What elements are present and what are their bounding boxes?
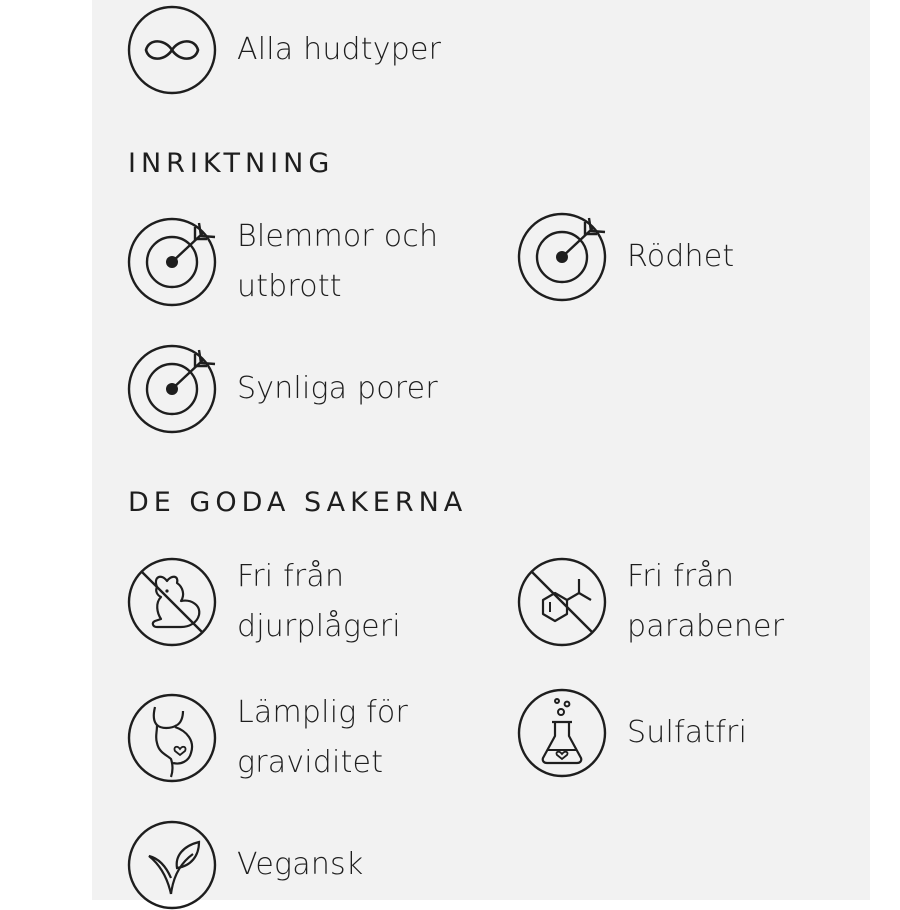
attribute-label: Fri från parabener <box>627 559 785 644</box>
paraben-free-icon <box>517 557 607 647</box>
attribute-label: Vegansk <box>237 847 364 882</box>
attribute-label: Synliga porer <box>237 371 438 406</box>
attribute-pregnancy-safe <box>127 688 408 788</box>
attribute-label: Sulfatfri <box>627 715 748 750</box>
target-icon <box>127 217 217 307</box>
pregnancy-safe-icon <box>127 693 217 783</box>
cruelty-free-rabbit-icon <box>127 557 217 647</box>
attribute-visible-pores <box>127 344 438 434</box>
sulfate-free-flask-icon <box>517 688 607 778</box>
attribute-label: Lämplig för graviditet <box>237 695 409 780</box>
vegan-leaf-icon <box>127 820 217 910</box>
attribute-sulfate-free <box>517 688 747 778</box>
section-heading-focus: INRIKTNING <box>128 148 335 179</box>
attribute-all-skin-types <box>127 5 441 95</box>
attribute-label: Alla hudtyper <box>237 32 442 67</box>
attribute-blemishes <box>127 212 438 312</box>
attribute-paraben-free <box>517 552 784 652</box>
infinity-icon <box>127 5 217 95</box>
attribute-label: Blemmor och utbrott <box>237 219 439 304</box>
attribute-cruelty-free <box>127 552 401 652</box>
attribute-label: Fri från djurplågeri <box>237 559 401 644</box>
attribute-vegan <box>127 820 363 910</box>
attribute-redness <box>517 212 734 302</box>
attribute-label: Rödhet <box>627 239 735 274</box>
section-heading-good-stuff: DE GODA SAKERNA <box>128 487 468 518</box>
target-icon <box>517 212 607 302</box>
target-icon <box>127 344 217 434</box>
